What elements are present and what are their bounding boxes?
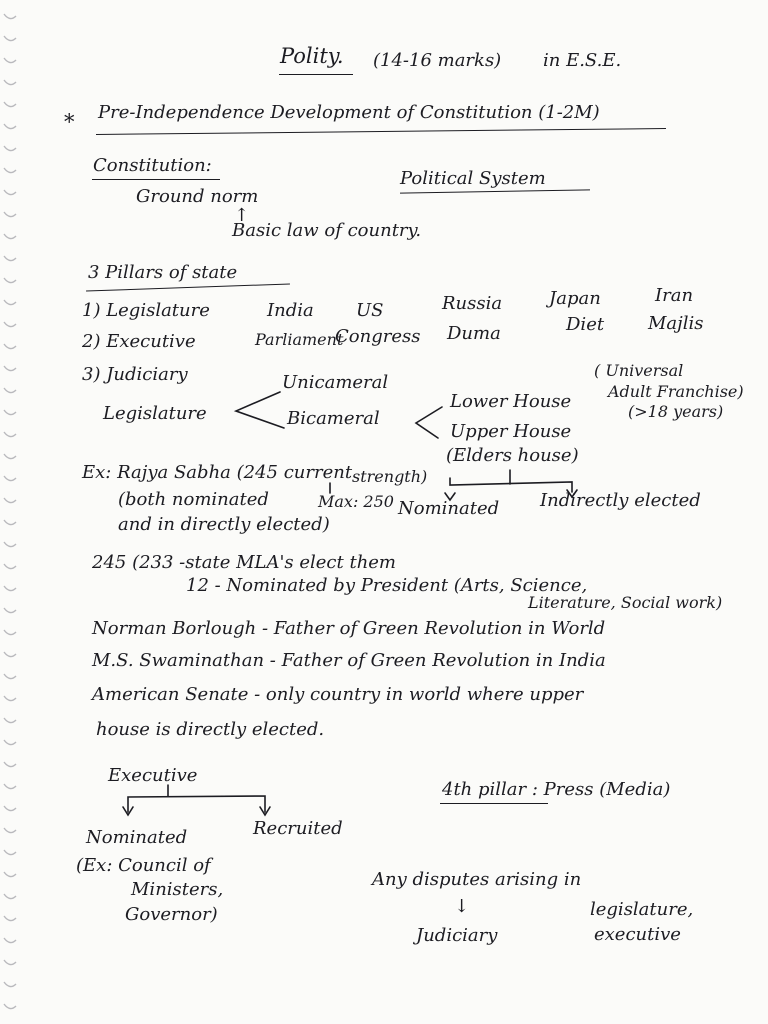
exec-example: Governor)	[125, 904, 218, 925]
spiral-hole-icon	[4, 256, 16, 261]
both-note: and in directly elected)	[118, 514, 330, 535]
elders-house-note: (Elders house)	[446, 445, 579, 466]
spiral-hole-icon	[4, 586, 16, 591]
fact-line: Norman Borlough - Father of Green Revolution in World	[92, 618, 606, 639]
country-body: Congress	[335, 326, 421, 347]
country-name: US	[356, 300, 384, 321]
spiral-hole-icon	[4, 168, 16, 173]
seat-breakup: 12 - Nominated by President (Arts, Science,	[186, 575, 588, 596]
page-title: Polity.	[280, 44, 344, 68]
spiral-hole-icon	[4, 366, 16, 371]
political-system-underline	[400, 189, 590, 193]
spiral-hole-icon	[4, 410, 16, 415]
fact-line: American Senate - only country in world where upper	[92, 684, 584, 705]
spiral-hole-icon	[4, 608, 16, 613]
section-heading: Pre-Independence Development of Constitution (1-2M)	[98, 102, 600, 123]
spiral-hole-icon	[4, 652, 16, 657]
exec-nominated-arrowhead-icon	[123, 807, 133, 815]
spiral-hole-icon	[4, 278, 16, 283]
spiral-hole-icon	[4, 542, 16, 547]
spiral-hole-icon	[4, 454, 16, 459]
fourth-pillar-underline	[440, 803, 548, 804]
franchise-age: (>18 years)	[628, 402, 724, 421]
legislature-bracket-icon	[236, 392, 284, 428]
exam-note: in E.S.E.	[543, 50, 622, 71]
franchise-line: Adult Franchise)	[608, 382, 744, 401]
executive-split-icon	[128, 796, 265, 812]
legislature-label: Legislature	[103, 403, 207, 424]
spiral-hole-icon	[4, 520, 16, 525]
pillar-item: 3) Judiciary	[82, 364, 188, 385]
spiral-hole-icon	[4, 630, 16, 635]
spiral-hole-icon	[4, 828, 16, 833]
country-name: Russia	[442, 293, 503, 314]
exec-nominated-label: Nominated	[86, 827, 188, 848]
exec-recruited-arrowhead-icon	[260, 807, 270, 815]
constitution-label: Constitution:	[93, 155, 212, 176]
pillar-item: 2) Executive	[82, 331, 196, 352]
spiral-hole-icon	[4, 916, 16, 921]
notebook-spiral-binding	[0, 0, 22, 1024]
spiral-hole-icon	[4, 762, 16, 767]
fact-line: house is directly elected.	[96, 719, 325, 740]
rajya-sabha-line: Ex: Rajya Sabha (245 current	[82, 462, 353, 483]
exec-recruited-label: Recruited	[253, 818, 343, 839]
up-arrow-icon: ↑	[234, 205, 250, 226]
spiral-hole-icon	[4, 58, 16, 63]
spiral-hole-icon	[4, 784, 16, 789]
spiral-hole-icon	[4, 740, 16, 745]
basic-law-text: Basic law of country.	[232, 220, 422, 241]
spiral-hole-icon	[4, 806, 16, 811]
country-name: Japan	[549, 288, 601, 309]
bicameral-bracket-icon	[416, 407, 442, 438]
marks-note: (14-16 marks)	[373, 50, 502, 71]
spiral-hole-icon	[4, 124, 16, 129]
title-underline	[279, 74, 353, 75]
seat-breakup: 245 (233 -state MLA's elect them	[92, 552, 397, 573]
spiral-hole-icon	[4, 388, 16, 393]
country-body: Duma	[447, 323, 501, 344]
indirectly-elected-label: Indirectly elected	[540, 490, 701, 511]
bicameral-label: Bicameral	[287, 408, 380, 429]
spiral-hole-icon	[4, 80, 16, 85]
down-arrow-icon: ↓	[454, 896, 470, 917]
spiral-hole-icon	[4, 982, 16, 987]
spiral-hole-icon	[4, 190, 16, 195]
disputes-line: Any disputes arising in	[372, 869, 582, 890]
spiral-hole-icon	[4, 476, 16, 481]
disputes-line: executive	[594, 924, 681, 945]
spiral-hole-icon	[4, 344, 16, 349]
spiral-hole-icon	[4, 872, 16, 877]
pillars-underline	[86, 283, 290, 291]
executive-label: Executive	[108, 765, 198, 786]
lower-house-label: Lower House	[450, 391, 572, 412]
max-note: Max: 250	[318, 492, 394, 511]
section-heading-underline	[96, 128, 666, 135]
upper-house-label: Upper House	[450, 421, 572, 442]
franchise-line: ( Universal	[594, 361, 684, 380]
country-body: Diet	[566, 314, 605, 335]
country-body: Majlis	[648, 313, 704, 334]
judiciary-label: Judiciary	[416, 925, 498, 946]
spiral-hole-icon	[4, 960, 16, 965]
pillars-heading: 3 Pillars of state	[88, 262, 238, 283]
fact-line: M.S. Swaminathan - Father of Green Revolution in India	[92, 650, 606, 671]
fourth-pillar-note: 4th pillar : Press (Media)	[442, 779, 671, 800]
country-name: Iran	[655, 285, 694, 306]
spiral-hole-icon	[4, 234, 16, 239]
exec-example: Ministers,	[131, 879, 224, 900]
ground-norm-text: Ground norm	[136, 186, 259, 207]
spiral-hole-icon	[4, 322, 16, 327]
spiral-hole-icon	[4, 14, 16, 19]
spiral-hole-icon	[4, 938, 16, 943]
spiral-hole-icon	[4, 1004, 16, 1009]
constitution-underline	[92, 179, 220, 180]
unicameral-label: Unicameral	[282, 372, 389, 393]
spiral-hole-icon	[4, 102, 16, 107]
country-name: India	[267, 300, 314, 321]
disputes-line: legislature,	[590, 899, 694, 920]
spiral-hole-icon	[4, 696, 16, 701]
spiral-hole-icon	[4, 674, 16, 679]
pillar-item: 1) Legislature	[82, 300, 210, 321]
both-note: (both nominated	[118, 489, 269, 510]
spiral-hole-icon	[4, 36, 16, 41]
bullet-star: *	[64, 110, 75, 134]
spiral-hole-icon	[4, 850, 16, 855]
exec-example: (Ex: Council of	[76, 855, 211, 876]
spiral-hole-icon	[4, 432, 16, 437]
spiral-hole-icon	[4, 498, 16, 503]
nominated-label: Nominated	[398, 498, 500, 519]
spiral-hole-icon	[4, 300, 16, 305]
seat-breakup: Literature, Social work)	[528, 593, 723, 612]
spiral-hole-icon	[4, 718, 16, 723]
spiral-hole-icon	[4, 146, 16, 151]
spiral-hole-icon	[4, 212, 16, 217]
political-system-label: Political System	[400, 168, 546, 189]
spiral-hole-icon	[4, 564, 16, 569]
country-body: Parliament	[255, 330, 344, 349]
strength-note: strength)	[352, 467, 428, 486]
spiral-hole-icon	[4, 894, 16, 899]
